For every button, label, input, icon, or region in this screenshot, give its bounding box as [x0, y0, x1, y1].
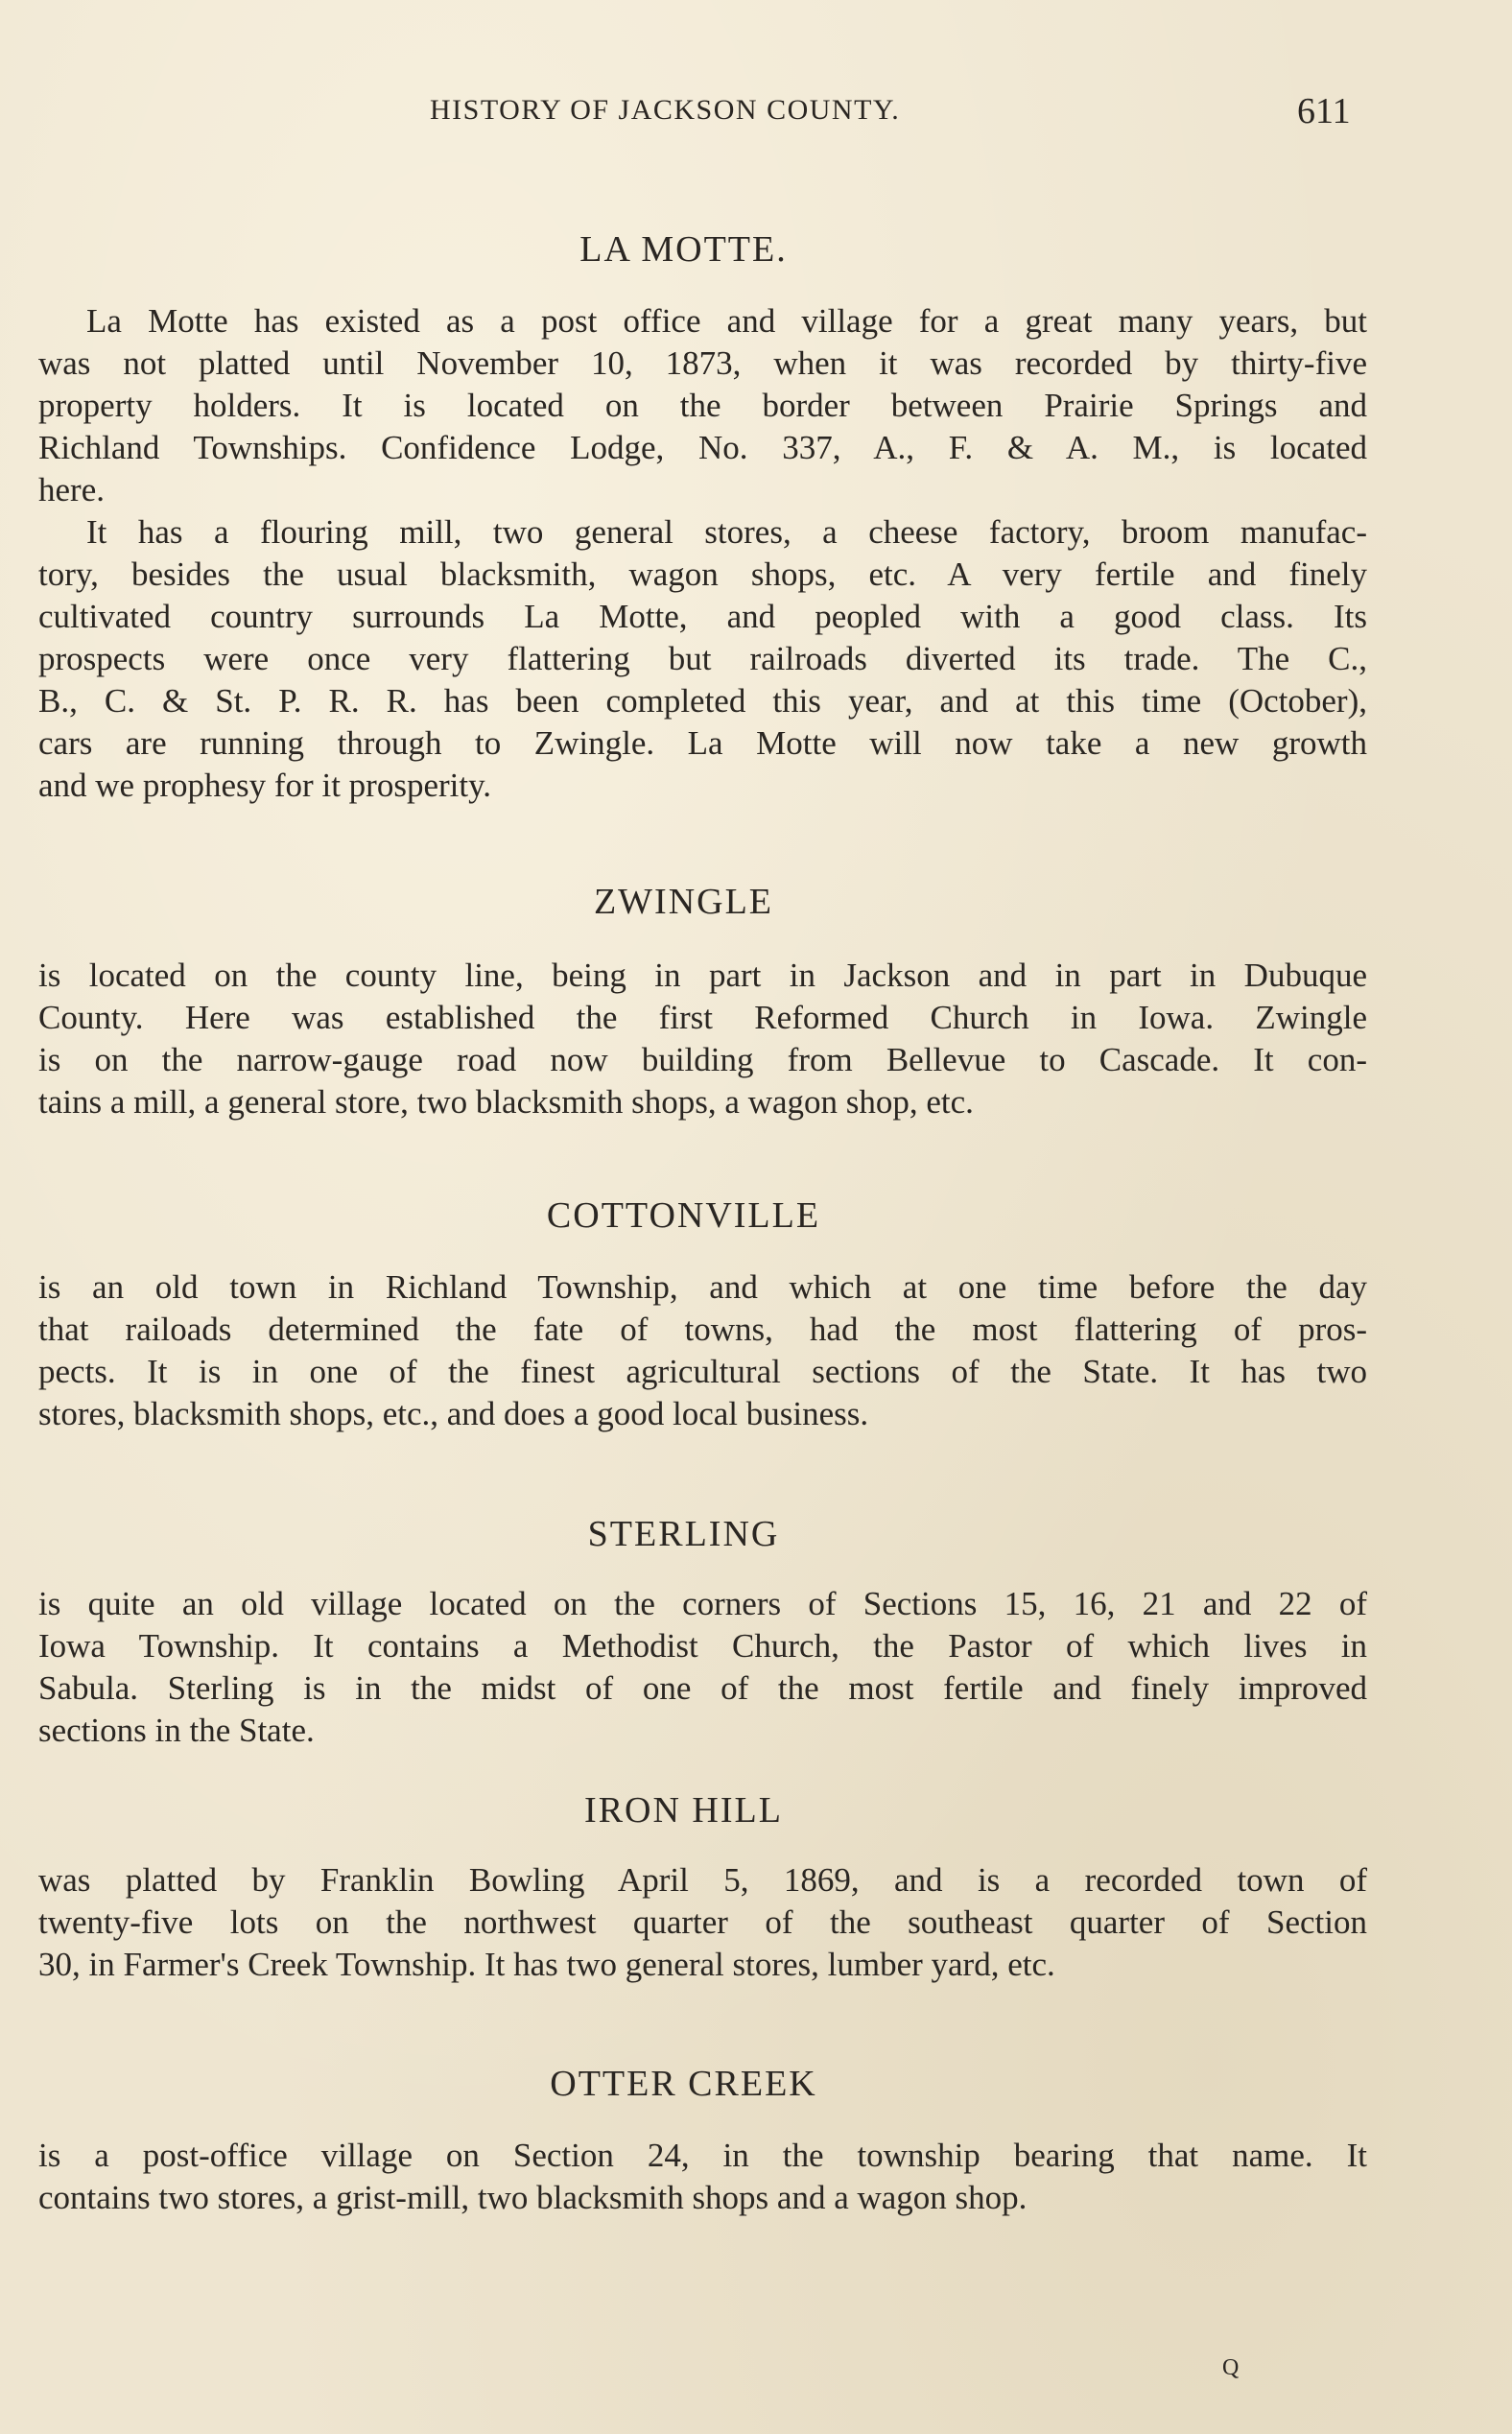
- text-line: is an old town in Richland Township, and which at one time before the day: [38, 1268, 1367, 1306]
- text-line: pects. It is in one of the finest agricultural sections of the State. It has two: [38, 1353, 1367, 1390]
- page-number: 611: [1297, 91, 1351, 131]
- section-heading-iron-hill: IRON HILL: [584, 1790, 783, 1831]
- text-line: B., C. & St. P. R. R. has been completed this year, and at this time (October),: [38, 682, 1367, 720]
- text-line: Richland Townships. Confidence Lodge, No. 337, A., F. & A. M., is located: [38, 429, 1367, 466]
- text-line: tory, besides the usual blacksmith, wagon shops, etc. A very fertile and finely: [38, 555, 1367, 593]
- text-line: is on the narrow-gauge road now building from Bellevue to Cascade. It con-: [38, 1041, 1367, 1078]
- text-line: here.: [38, 471, 105, 508]
- text-line: It has a flouring mill, two general stores, a cheese factory, broom manufac-: [86, 513, 1367, 551]
- text-line: stores, blacksmith shops, etc., and does a good local business.: [38, 1395, 869, 1432]
- paragraph-cottonville: [38, 1266, 1367, 1435]
- text-line: cultivated country surrounds La Motte, and peopled with a good class. Its: [38, 598, 1367, 635]
- section-heading-sterling: STERLING: [587, 1514, 780, 1554]
- signature-mark: Q: [1222, 2355, 1240, 2380]
- text-line: 30, in Farmer's Creek Township. It has two general stores, lumber yard, etc.: [38, 1946, 1055, 1983]
- text-line: prospects were once very flattering but railroads diverted its trade. The C.,: [38, 640, 1367, 677]
- text-line: sections in the State.: [38, 1712, 315, 1749]
- text-line: La Motte has existed as a post office and village for a great many years, but: [86, 302, 1367, 340]
- section-heading-la-motte: LA MOTTE.: [579, 229, 788, 270]
- text-line: that railoads determined the fate of towns, had the most flattering of pros-: [38, 1311, 1367, 1348]
- paragraph-iron-hill: [38, 1859, 1367, 1986]
- text-line: contains two stores, a grist-mill, two blacksmith shops and a wagon shop.: [38, 2179, 1028, 2216]
- text-line: cars are running through to Zwingle. La Motte will now take a new growth: [38, 724, 1367, 762]
- text-line: Iowa Township. It contains a Methodist Church, the Pastor of which lives in: [38, 1627, 1367, 1665]
- text-line: is a post-office village on Section 24, in the township bearing that name. It: [38, 2137, 1367, 2174]
- text-line: County. Here was established the first Reformed Church in Iowa. Zwingle: [38, 999, 1367, 1036]
- paragraph-sterling: [38, 1583, 1367, 1752]
- text-line: twenty-five lots on the northwest quarter of the southeast quarter of Section: [38, 1903, 1367, 1941]
- section-heading-cottonville: COTTONVILLE: [546, 1195, 821, 1236]
- text-line: was platted by Franklin Bowling April 5, 1869, and is a recorded town of: [38, 1861, 1367, 1899]
- running-head: [38, 91, 1382, 132]
- text-line: and we prophesy for it prosperity.: [38, 767, 492, 804]
- section-heading-otter-creek: OTTER CREEK: [550, 2064, 817, 2104]
- paragraph-zwingle: [38, 955, 1367, 1123]
- text-line: is quite an old village located on the corners of Sections 15, 16, 21 and 22 of: [38, 1585, 1367, 1622]
- section-heading-zwingle: ZWINGLE: [593, 882, 774, 922]
- text-line: property holders. It is located on the border between Prairie Springs and: [38, 387, 1367, 424]
- text-line: Sabula. Sterling is in the midst of one of the most fertile and finely improved: [38, 1669, 1367, 1707]
- paragraph-la-motte-1: [38, 300, 1367, 511]
- paragraph-la-motte-2: [38, 511, 1367, 807]
- text-line: is located on the county line, being in part in Jackson and in part in Dubuque: [38, 957, 1367, 994]
- text-line: tains a mill, a general store, two blacksmith shops, a wagon shop, etc.: [38, 1083, 974, 1121]
- paragraph-otter-creek: [38, 2135, 1367, 2219]
- text-line: was not platted until November 10, 1873, when it was recorded by thirty-five: [38, 344, 1367, 382]
- running-title: HISTORY OF JACKSON COUNTY.: [430, 94, 901, 126]
